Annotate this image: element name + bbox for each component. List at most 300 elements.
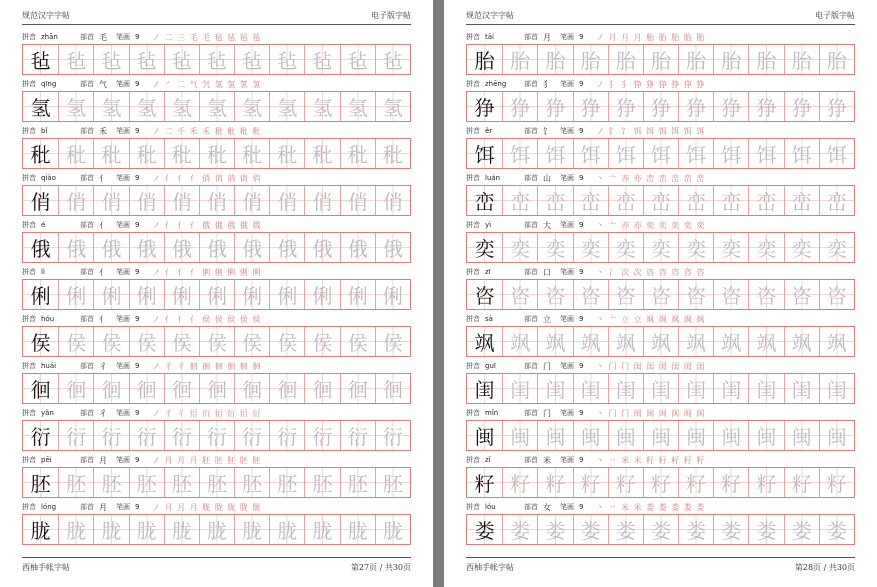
trace-character-cell: 奕 (573, 233, 608, 262)
trace-character-cell: 衍 (269, 421, 304, 450)
pinyin-label: 拼音 (22, 503, 36, 511)
trace-character-cell: 闽 (748, 421, 783, 450)
trace-character-cell: 飒 (537, 327, 572, 356)
bihua-value: 9 (579, 221, 584, 229)
trace-character-cell: 籽 (748, 468, 783, 497)
trace-character-cell: 娄 (678, 515, 713, 544)
bushou-label: 部首 (80, 456, 94, 464)
pinyin-label: 拼音 (22, 80, 36, 88)
bushou-label: 部首 (524, 33, 538, 41)
entry-info-line (22, 77, 411, 91)
character-entry (466, 77, 855, 124)
bihua-value: 9 (579, 503, 584, 511)
entry-info-line (22, 171, 411, 185)
trace-character-cell: 奕 (502, 233, 537, 262)
practice-grid-row (22, 138, 411, 169)
trace-character-cell: 峦 (537, 186, 572, 215)
trace-character-cell: 胎 (713, 45, 748, 74)
entry-info-line (22, 265, 411, 279)
model-character-cell: 咨 (467, 280, 502, 309)
trace-character-cell: 闽 (502, 421, 537, 450)
trace-character-cell: 侯 (340, 327, 375, 356)
practice-grid-row (22, 232, 411, 263)
practice-grid-row (22, 185, 411, 216)
pinyin-label: 拼音 (466, 127, 480, 135)
bihua-value: 9 (135, 456, 140, 464)
character-entry (466, 218, 855, 265)
model-character-cell: 籽 (467, 468, 502, 497)
stroke-order: ノ 亻 亻 亻 俐 俐 俐 俐 俐 (152, 267, 262, 277)
pinyin-value: guī (485, 362, 496, 370)
pinyin-value: lóng (41, 503, 57, 511)
bushou-label: 部首 (524, 221, 538, 229)
bushou-label: 部首 (80, 409, 94, 417)
model-character-cell: 俄 (23, 233, 58, 262)
stroke-order: ノ 彳 彳 徊 徊 徊 徊 徊 徊 (152, 361, 262, 371)
trace-character-cell: 俄 (93, 233, 128, 262)
bihua-label: 笔画 (560, 503, 574, 511)
header-rule (466, 24, 855, 25)
practice-grid-row (466, 514, 855, 545)
pinyin-value: yǎn (41, 409, 54, 417)
bihua-label: 笔画 (560, 268, 574, 276)
bihua-value: 9 (135, 221, 140, 229)
bihua-label: 笔画 (116, 362, 130, 370)
trace-character-cell: 闺 (784, 374, 819, 403)
trace-character-cell: 胧 (164, 515, 199, 544)
model-character-cell: 奕 (467, 233, 502, 262)
trace-character-cell: 胧 (340, 515, 375, 544)
bushou-value: 月 (543, 32, 551, 42)
bihua-value: 9 (135, 174, 140, 182)
bushou-value: 亻 (99, 314, 107, 324)
trace-character-cell: 奕 (678, 233, 713, 262)
pinyin-value: huái (41, 362, 57, 370)
trace-character-cell: 胧 (234, 515, 269, 544)
bihua-label: 笔画 (116, 456, 130, 464)
footer-page-number: 第28页 / 共30页 (794, 563, 855, 572)
bihua-label: 笔画 (560, 315, 574, 323)
trace-character-cell: 胎 (537, 45, 572, 74)
pinyin-value: lóu (485, 503, 496, 511)
trace-character-cell: 胚 (269, 468, 304, 497)
stroke-order: ノ 二 三 毛 毛 毡 毡 毡 毡 (152, 32, 262, 42)
bihua-label: 笔画 (560, 362, 574, 370)
trace-character-cell: 峦 (678, 186, 713, 215)
pinyin-value: zǐ (485, 456, 491, 464)
trace-character-cell: 衍 (58, 421, 93, 450)
trace-character-cell: 狰 (608, 92, 643, 121)
pinyin-label: 拼音 (22, 127, 36, 135)
practice-grid-row (466, 467, 855, 498)
trace-character-cell: 籽 (678, 468, 713, 497)
bihua-label: 笔画 (560, 174, 574, 182)
trace-character-cell: 徊 (129, 374, 164, 403)
pinyin-value: lì (41, 268, 45, 276)
bushou-label: 部首 (80, 268, 94, 276)
trace-character-cell: 飒 (608, 327, 643, 356)
trace-character-cell: 侯 (234, 327, 269, 356)
trace-character-cell: 秕 (199, 139, 234, 168)
bushou-label: 部首 (524, 409, 538, 417)
trace-character-cell: 徊 (199, 374, 234, 403)
bushou-label: 部首 (524, 456, 538, 464)
trace-character-cell: 氢 (340, 92, 375, 121)
bushou-value: 大 (543, 220, 551, 230)
trace-character-cell: 毡 (58, 45, 93, 74)
trace-character-cell: 狰 (784, 92, 819, 121)
trace-character-cell: 俐 (164, 280, 199, 309)
trace-character-cell: 咨 (502, 280, 537, 309)
practice-grid-row (466, 138, 855, 169)
bushou-label: 部首 (524, 127, 538, 135)
trace-character-cell: 氢 (58, 92, 93, 121)
pinyin-value: qiào (41, 174, 56, 182)
trace-character-cell: 胎 (608, 45, 643, 74)
entry-info-line (22, 218, 411, 232)
bushou-label: 部首 (80, 503, 94, 511)
trace-character-cell: 咨 (537, 280, 572, 309)
trace-character-cell: 毡 (375, 45, 410, 74)
trace-character-cell: 秕 (269, 139, 304, 168)
entry-info-line (22, 453, 411, 467)
trace-character-cell: 侯 (93, 327, 128, 356)
trace-character-cell: 胚 (304, 468, 339, 497)
model-character-cell: 氢 (23, 92, 58, 121)
practice-grid-row (466, 91, 855, 122)
trace-character-cell: 秕 (375, 139, 410, 168)
character-entry (466, 171, 855, 218)
bihua-label: 笔画 (116, 127, 130, 135)
pinyin-label: 拼音 (466, 33, 480, 41)
bihua-label: 笔画 (116, 268, 130, 276)
practice-grid-row (466, 326, 855, 357)
bushou-value: 饣 (543, 126, 551, 136)
bihua-label: 笔画 (116, 221, 130, 229)
trace-character-cell: 俐 (269, 280, 304, 309)
bihua-label: 笔画 (560, 456, 574, 464)
bihua-value: 9 (579, 33, 584, 41)
trace-character-cell: 闺 (643, 374, 678, 403)
trace-character-cell: 徊 (234, 374, 269, 403)
header-right-label: 电子版字帖 (815, 11, 855, 20)
bihua-label: 笔画 (116, 174, 130, 182)
trace-character-cell: 咨 (608, 280, 643, 309)
entry-info-line (466, 171, 855, 185)
pinyin-label: 拼音 (466, 503, 480, 511)
trace-character-cell: 娄 (608, 515, 643, 544)
model-character-cell: 峦 (467, 186, 502, 215)
bihua-value: 9 (579, 456, 584, 464)
trace-character-cell: 狰 (643, 92, 678, 121)
trace-character-cell: 侯 (304, 327, 339, 356)
trace-character-cell: 狰 (502, 92, 537, 121)
trace-character-cell: 峦 (713, 186, 748, 215)
entry-info-line (466, 265, 855, 279)
header-title: 规范汉字字帖 (466, 11, 514, 20)
bushou-label: 部首 (524, 268, 538, 276)
stroke-order: ノ 亻 亻 亻 俄 俄 俄 俄 俄 (152, 220, 262, 230)
pinyin-label: 拼音 (22, 268, 36, 276)
model-character-cell: 闺 (467, 374, 502, 403)
stroke-order: ノ 亻 亻 亻 侯 侯 侯 侯 侯 (152, 314, 262, 324)
trace-character-cell: 侯 (129, 327, 164, 356)
footer-brand: 西柚手帐字帖 (22, 563, 70, 572)
bushou-value: 亻 (99, 220, 107, 230)
bihua-value: 9 (579, 362, 584, 370)
bihua-label: 笔画 (116, 33, 130, 41)
trace-character-cell: 俏 (129, 186, 164, 215)
trace-character-cell: 咨 (748, 280, 783, 309)
trace-character-cell: 胧 (199, 515, 234, 544)
practice-grid-row (466, 279, 855, 310)
pinyin-label: 拼音 (466, 362, 480, 370)
trace-character-cell: 飒 (713, 327, 748, 356)
bushou-label: 部首 (524, 80, 538, 88)
trace-character-cell: 衍 (93, 421, 128, 450)
bihua-value: 9 (135, 268, 140, 276)
trace-character-cell: 饵 (537, 139, 572, 168)
trace-character-cell: 俏 (58, 186, 93, 215)
trace-character-cell: 闽 (573, 421, 608, 450)
trace-character-cell: 俏 (164, 186, 199, 215)
bushou-value: 女 (543, 502, 551, 512)
trace-character-cell: 徊 (304, 374, 339, 403)
model-character-cell: 闽 (467, 421, 502, 450)
trace-character-cell: 徊 (340, 374, 375, 403)
character-entries (22, 30, 411, 547)
trace-character-cell: 闺 (819, 374, 854, 403)
trace-character-cell: 徊 (93, 374, 128, 403)
bushou-value: 亻 (99, 267, 107, 277)
trace-character-cell: 狰 (678, 92, 713, 121)
bushou-value: 犭 (543, 79, 551, 89)
trace-character-cell: 峦 (643, 186, 678, 215)
trace-character-cell: 俐 (304, 280, 339, 309)
pinyin-label: 拼音 (22, 221, 36, 229)
pinyin-value: é (41, 221, 46, 229)
trace-character-cell: 闺 (748, 374, 783, 403)
bihua-value: 9 (135, 80, 140, 88)
model-character-cell: 秕 (23, 139, 58, 168)
bushou-value: 月 (99, 455, 107, 465)
model-character-cell: 徊 (23, 374, 58, 403)
trace-character-cell: 胧 (58, 515, 93, 544)
character-entry (466, 500, 855, 547)
footer-page-number: 第27页 / 共30页 (350, 563, 411, 572)
stroke-order: ノ 亻 亻 亻 俏 俏 俏 俏 俏 (152, 173, 262, 183)
trace-character-cell: 飒 (573, 327, 608, 356)
trace-character-cell: 秕 (93, 139, 128, 168)
pinyin-value: sà (485, 315, 493, 323)
trace-character-cell: 侯 (164, 327, 199, 356)
pinyin-label: 拼音 (22, 362, 36, 370)
trace-character-cell: 俄 (304, 233, 339, 262)
trace-character-cell: 闽 (643, 421, 678, 450)
practice-grid-row (466, 373, 855, 404)
trace-character-cell: 籽 (713, 468, 748, 497)
trace-character-cell: 娄 (537, 515, 572, 544)
model-character-cell: 俏 (23, 186, 58, 215)
trace-character-cell: 咨 (784, 280, 819, 309)
trace-character-cell: 胧 (93, 515, 128, 544)
character-entries (466, 30, 855, 547)
header-rule (22, 24, 411, 25)
pinyin-label: 拼音 (466, 409, 480, 417)
trace-character-cell: 饵 (819, 139, 854, 168)
trace-character-cell: 峦 (608, 186, 643, 215)
bushou-label: 部首 (80, 174, 94, 182)
pinyin-label: 拼音 (466, 221, 480, 229)
trace-character-cell: 狰 (573, 92, 608, 121)
character-entry (22, 171, 411, 218)
character-entry (22, 77, 411, 124)
stroke-order: 丶 丷 米 米 娄 娄 娄 娄 娄 (596, 502, 706, 512)
bushou-label: 部首 (524, 174, 538, 182)
trace-character-cell: 峦 (573, 186, 608, 215)
pinyin-value: zī (485, 268, 491, 276)
character-entry (22, 218, 411, 265)
trace-character-cell: 衍 (375, 421, 410, 450)
model-character-cell: 娄 (467, 515, 502, 544)
pinyin-value: bǐ (41, 127, 48, 135)
entry-info-line (466, 77, 855, 91)
bushou-value: 彳 (99, 361, 107, 371)
stroke-order: ノ 月 月 月 胎 胎 胎 胎 胎 (596, 32, 706, 42)
trace-character-cell: 毡 (199, 45, 234, 74)
trace-character-cell: 毡 (269, 45, 304, 74)
entry-info-line (466, 30, 855, 44)
bihua-value: 9 (135, 315, 140, 323)
stroke-order: 丶 亠 亦 亦 奕 奕 奕 奕 奕 (596, 220, 706, 230)
trace-character-cell: 籽 (643, 468, 678, 497)
trace-character-cell: 奕 (713, 233, 748, 262)
entry-info-line (22, 124, 411, 138)
trace-character-cell: 氢 (93, 92, 128, 121)
trace-character-cell: 饵 (678, 139, 713, 168)
trace-character-cell: 俐 (340, 280, 375, 309)
trace-character-cell: 胎 (502, 45, 537, 74)
trace-character-cell: 闽 (784, 421, 819, 450)
trace-character-cell: 胧 (269, 515, 304, 544)
bihua-label: 笔画 (560, 409, 574, 417)
bihua-value: 9 (579, 315, 584, 323)
trace-character-cell: 秕 (129, 139, 164, 168)
bihua-value: 9 (579, 174, 584, 182)
stroke-order: 丶 亠 亦 亦 峦 峦 峦 峦 峦 (596, 173, 706, 183)
trace-character-cell: 胚 (340, 468, 375, 497)
trace-character-cell: 俄 (269, 233, 304, 262)
pinyin-label: 拼音 (466, 456, 480, 464)
trace-character-cell: 饵 (643, 139, 678, 168)
practice-grid-row (22, 279, 411, 310)
bushou-value: 山 (543, 173, 551, 183)
bushou-value: 门 (543, 361, 551, 371)
footer-rule (22, 557, 411, 558)
bushou-value: 立 (543, 314, 551, 324)
trace-character-cell: 闽 (819, 421, 854, 450)
trace-character-cell: 闺 (573, 374, 608, 403)
bushou-label: 部首 (524, 362, 538, 370)
character-entry (466, 265, 855, 312)
trace-character-cell: 胚 (58, 468, 93, 497)
pinyin-value: ěr (485, 127, 493, 135)
trace-character-cell: 闽 (537, 421, 572, 450)
bihua-label: 笔画 (116, 80, 130, 88)
character-entry (466, 406, 855, 453)
worksheet-page-left (0, 0, 433, 587)
stroke-order: ノ 犭 犭 狰 狰 狰 狰 狰 狰 (596, 79, 706, 89)
trace-character-cell: 氢 (129, 92, 164, 121)
trace-character-cell: 胧 (129, 515, 164, 544)
pinyin-value: zhēng (485, 80, 507, 88)
trace-character-cell: 飒 (819, 327, 854, 356)
trace-character-cell: 胧 (304, 515, 339, 544)
model-character-cell: 侯 (23, 327, 58, 356)
trace-character-cell: 峦 (502, 186, 537, 215)
trace-character-cell: 闽 (713, 421, 748, 450)
bihua-label: 笔画 (116, 315, 130, 323)
practice-grid-row (22, 373, 411, 404)
trace-character-cell: 衍 (164, 421, 199, 450)
stroke-order: 丶 丷 米 米 籽 籽 籽 籽 籽 (596, 455, 706, 465)
pinyin-value: mǐn (485, 409, 499, 417)
trace-character-cell: 毡 (234, 45, 269, 74)
bushou-label: 部首 (80, 221, 94, 229)
trace-character-cell: 飒 (678, 327, 713, 356)
entry-info-line (466, 406, 855, 420)
trace-character-cell: 秕 (340, 139, 375, 168)
trace-character-cell: 饵 (573, 139, 608, 168)
stroke-order: 丶 门 门 闺 闺 闺 闺 闺 闺 (596, 361, 706, 371)
trace-character-cell: 闽 (608, 421, 643, 450)
trace-character-cell: 毡 (164, 45, 199, 74)
entry-info-line (22, 406, 411, 420)
bihua-label: 笔画 (560, 80, 574, 88)
trace-character-cell: 俄 (58, 233, 93, 262)
trace-character-cell: 毡 (129, 45, 164, 74)
trace-character-cell: 秕 (58, 139, 93, 168)
footer-brand: 西柚手帐字帖 (466, 563, 514, 572)
bushou-label: 部首 (80, 127, 94, 135)
practice-grid-row (22, 44, 411, 75)
entry-info-line (466, 312, 855, 326)
trace-character-cell: 胎 (819, 45, 854, 74)
bihua-value: 9 (579, 127, 584, 135)
practice-grid-row (22, 91, 411, 122)
trace-character-cell: 奕 (537, 233, 572, 262)
trace-character-cell: 徊 (58, 374, 93, 403)
bihua-value: 9 (135, 362, 140, 370)
trace-character-cell: 氢 (304, 92, 339, 121)
bihua-label: 笔画 (116, 503, 130, 511)
trace-character-cell: 籽 (608, 468, 643, 497)
trace-character-cell: 闽 (678, 421, 713, 450)
trace-character-cell: 氢 (164, 92, 199, 121)
pinyin-label: 拼音 (466, 315, 480, 323)
bihua-value: 9 (579, 268, 584, 276)
trace-character-cell: 胚 (375, 468, 410, 497)
pinyin-value: tāi (485, 33, 494, 41)
practice-grid-row (22, 420, 411, 451)
trace-character-cell: 奕 (748, 233, 783, 262)
trace-character-cell: 胧 (375, 515, 410, 544)
trace-character-cell: 胚 (93, 468, 128, 497)
trace-character-cell: 籽 (573, 468, 608, 497)
entry-info-line (466, 500, 855, 514)
model-character-cell: 俐 (23, 280, 58, 309)
trace-character-cell: 衍 (304, 421, 339, 450)
